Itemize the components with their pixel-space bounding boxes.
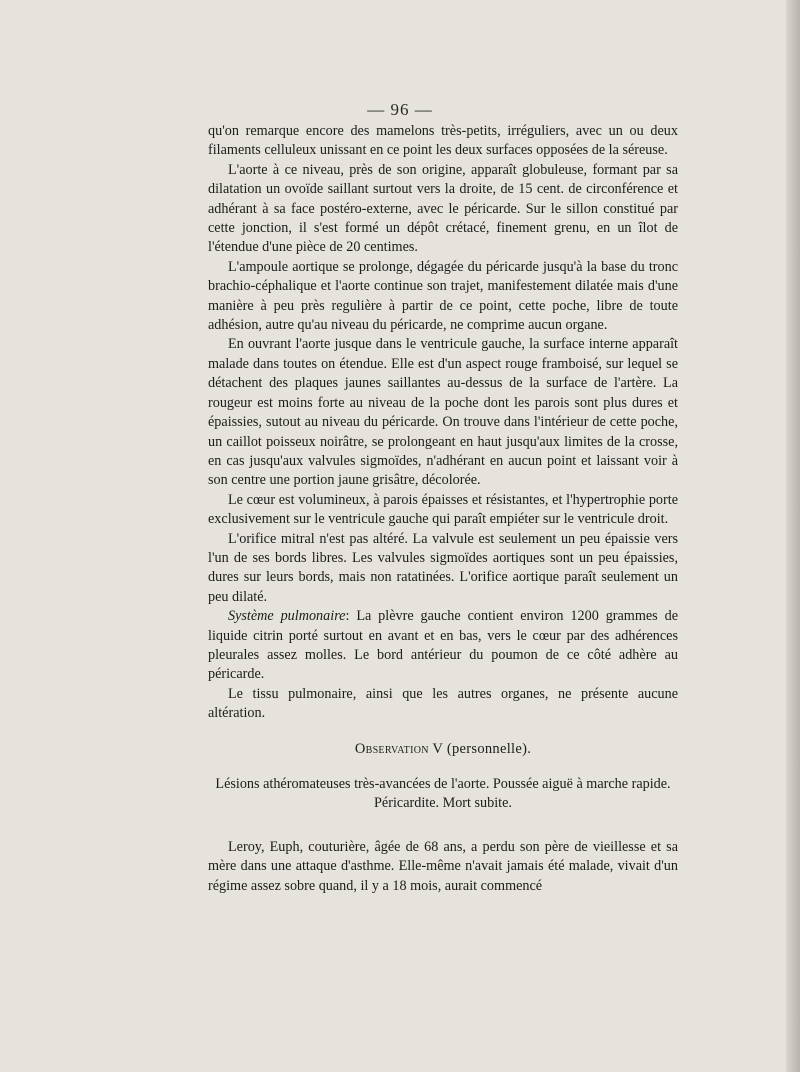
paragraph (208, 607, 678, 685)
section-lead: Système pulmonaire (228, 608, 346, 625)
paragraph: En ouvrant l'aorte jusque dans le ventricule gauche, la surface interne apparaît malade dans toutes on étendue. Elle est d'un aspect rouge framboisé, sur lequel se détachent des plaques jaunes saillantes au-dessus de la surface de l'artère. La rougeur est moins forte au niveau de la poche dont les parois sont plus dures et épaissies, sutout au niveau du péricarde. On trouve dans l'intérieur de cette poche, un caillot poisseux noirâtre, se prolongeant en haut jusqu'aux limites de la crosse, en cas jusqu'aux valvules sigmoïdes, n'adhérant en aucun point et laissant voir à son centre une portion jaune grisâtre, décolorée. (208, 336, 678, 489)
paragraph: Le tissu pulmonaire, ainsi que les autres organes, ne présente aucune altération. (208, 685, 678, 722)
body-text (208, 122, 678, 896)
observation-subtitle: Lésions athéromateuses très-avancées de l'aorte. Poussée aiguë à marche rapide. Péricardite. Mort subite. (215, 776, 671, 812)
case-paragraph: Leroy, Euph, couturière, âgée de 68 ans, a perdu son père de vieillesse et sa mère dans une attaque d'asthme. Elle-même n'avait jamais été malade, vivait d'un régime assez sobre quand, il y a 18 mois, aurait commencé (208, 838, 678, 894)
page-edge (786, 0, 800, 1072)
paragraph: L'aorte à ce niveau, près de son origine, apparaît globuleuse, formant par sa dilatation un ovoïde saillant surtout vers la droite, de 15 cent. de circonférence et adhérant à sa face postéro-externe, avec le péricarde. Sur le sillon constitué par cette jonction, il s'est formé un dépôt crétacé, finement grenu, en un îlot de l'étendue d'une pièce de 20 centimes. (208, 161, 678, 256)
observation-number: V (personnelle). (428, 740, 532, 757)
page-number: — 96 — (367, 100, 433, 119)
paragraph: qu'on remarque encore des mamelons très-petits, irréguliers, avec un ou deux filaments celluleux unissant en ce point les deux surfaces opposées de la séreuse. (208, 123, 678, 159)
paragraph: L'orifice mitral n'est pas altéré. La valvule est seulement un peu épaissie vers l'un de ses bords libres. Les valvules sigmoïdes aortiques sont un peu épaissies, dures sur leurs bords, mais non ratatinées. L'orifice aortique paraît seulement un peu dilaté. (208, 530, 678, 605)
observation-heading (208, 740, 678, 759)
paragraph: Le cœur est volumineux, à parois épaisses et résistantes, et l'hypertrophie porte exclusivement sur le ventricule gauche qui paraît empiéter sur le ventricule droit. (208, 491, 678, 528)
paragraph: L'ampoule aortique se prolonge, dégagée du péricarde jusqu'à la base du tronc brachio-céphalique et l'aorte continue son trajet, manifestement dilatée mais d'une manière à peu près regulière à partir de ce point, cette poche, libre de toute adhésion, autre qu'au niveau du péricarde, ne comprime aucun organe. (208, 258, 678, 334)
observation-label: Observation (354, 740, 429, 757)
paragraph-text: : La plèvre gauche contient environ 1200 grammes de liquide citrin porté surtout en avant et en bas, vers le cœur par des adhérences pleurales assez molles. Le bord antérieur du poumon de ce côté adhère au péricarde. (208, 608, 678, 683)
